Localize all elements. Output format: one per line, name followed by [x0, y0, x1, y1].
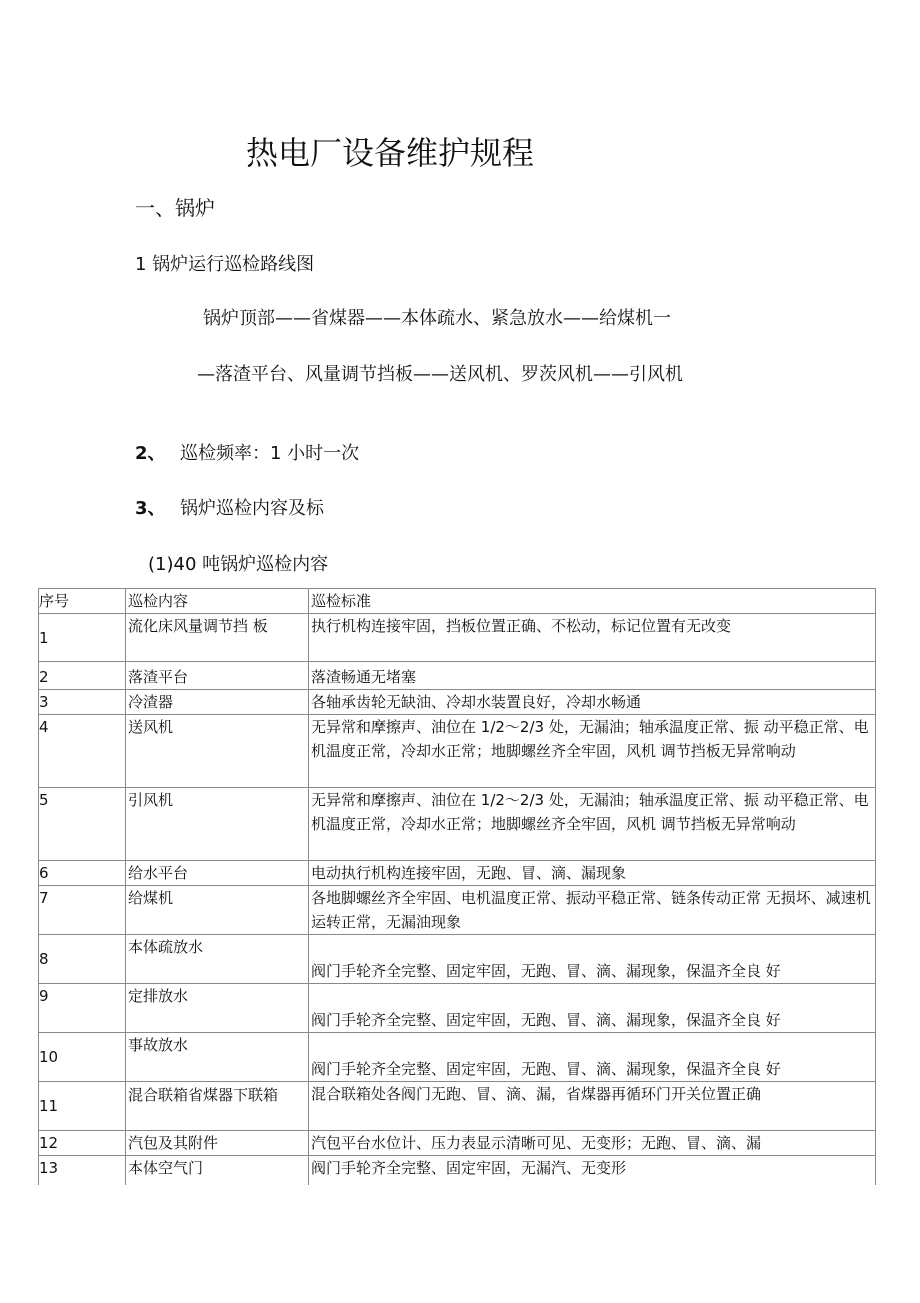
header-item: 巡检内容	[126, 589, 309, 614]
row-item: 冷渣器	[126, 690, 309, 715]
table-row	[39, 935, 876, 984]
table-row	[39, 614, 876, 662]
page-title: 热电厂设备维护规程	[246, 134, 535, 172]
row-no: 11	[39, 1082, 126, 1131]
row-item: 汽包及其附件	[126, 1131, 309, 1156]
row-item: 送风机	[126, 715, 309, 788]
item-2-text: 巡检频率：1 小时一次	[180, 443, 360, 464]
table-row	[39, 1033, 876, 1082]
row-standard: 汽包平台水位计、压力表显示清晰可见、无变形；无跑、冒、滴、漏	[309, 1131, 876, 1156]
route-line-2: —落渣平台、风量调节挡板——送风机、罗茨风机——引风机	[197, 364, 683, 385]
row-no: 12	[39, 1131, 126, 1156]
row-standard: 阀门手轮齐全完整、固定牢固，无跑、冒、滴、漏现象，保温齐全良 好	[309, 984, 876, 1033]
subsection-heading: (1)40 吨锅炉巡检内容	[148, 554, 329, 575]
row-no: 9	[39, 984, 126, 1033]
row-item: 本体空气门	[126, 1156, 309, 1185]
row-no: 8	[39, 935, 126, 984]
table-row	[39, 886, 876, 935]
row-no: 10	[39, 1033, 126, 1082]
section-heading: 一、锅炉	[135, 196, 215, 220]
row-item: 本体疏放水	[126, 935, 309, 984]
row-no: 6	[39, 861, 126, 886]
row-standard: 阀门手轮齐全完整、固定牢固，无跑、冒、滴、漏现象，保温齐全良 好	[309, 1033, 876, 1082]
row-item: 流化床风量调节挡 板	[126, 614, 309, 662]
table-header-row	[39, 589, 876, 614]
header-no: 序号	[39, 589, 126, 614]
item-3-number: 3、	[135, 498, 166, 519]
row-no: 2	[39, 662, 126, 690]
row-item: 落渣平台	[126, 662, 309, 690]
table-row	[39, 1082, 876, 1131]
table-row	[39, 788, 876, 861]
row-no: 13	[39, 1156, 126, 1185]
row-item: 定排放水	[126, 984, 309, 1033]
item-2-number: 2、	[135, 443, 166, 464]
row-standard: 阀门手轮齐全完整、固定牢固，无跑、冒、滴、漏现象，保温齐全良 好	[309, 935, 876, 984]
row-no: 1	[39, 614, 126, 662]
row-standard: 各地脚螺丝齐全牢固、电机温度正常、振动平稳正常、链条传动正常 无损坏、减速机运转正常，无漏油现象	[309, 886, 876, 935]
row-no: 4	[39, 715, 126, 788]
table-row	[39, 1131, 876, 1156]
row-item: 事故放水	[126, 1033, 309, 1082]
item-3-text: 锅炉巡检内容及标	[180, 498, 324, 519]
row-standard: 混合联箱处各阀门无跑、冒、滴、漏，省煤器再循环门开关位置正确	[309, 1082, 876, 1131]
row-standard: 无异常和摩擦声、油位在 1/2〜2/3 处，无漏油；轴承温度正常、振 动平稳正常、电机温度正常，冷却水正常；地脚螺丝齐全牢固，风机 调节挡板无异常响动	[309, 788, 876, 861]
row-standard: 电动执行机构连接牢固，无跑、冒、滴、漏现象	[309, 861, 876, 886]
inspection-table	[38, 588, 876, 1185]
item-heading-route: 1 锅炉运行巡检路线图	[135, 254, 315, 275]
header-standard: 巡检标准	[309, 589, 876, 614]
row-no: 3	[39, 690, 126, 715]
row-standard: 无异常和摩擦声、油位在 1/2〜2/3 处，无漏油；轴承温度正常、振 动平稳正常、电机温度正常，冷却水正常；地脚螺丝齐全牢固，风机 调节挡板无异常响动	[309, 715, 876, 788]
table-row	[39, 715, 876, 788]
row-item: 给煤机	[126, 886, 309, 935]
route-line-1: 锅炉顶部——省煤器——本体疏水、紧急放水——给煤机一	[203, 308, 671, 329]
table-row	[39, 861, 876, 886]
row-standard: 阀门手轮齐全完整、固定牢固，无漏汽、无变形	[309, 1156, 876, 1185]
row-standard: 落渣畅通无堵塞	[309, 662, 876, 690]
row-standard: 执行机构连接牢固，挡板位置正确、不松动，标记位置有无改变	[309, 614, 876, 662]
table-row	[39, 984, 876, 1033]
row-item: 引风机	[126, 788, 309, 861]
row-no: 7	[39, 886, 126, 935]
row-standard: 各轴承齿轮无缺油、冷却水装置良好，冷却水畅通	[309, 690, 876, 715]
row-item: 混合联箱省煤器下联箱	[126, 1082, 309, 1131]
table-row	[39, 662, 876, 690]
row-no: 5	[39, 788, 126, 861]
table-row	[39, 690, 876, 715]
table-row	[39, 1156, 876, 1185]
row-item: 给水平台	[126, 861, 309, 886]
